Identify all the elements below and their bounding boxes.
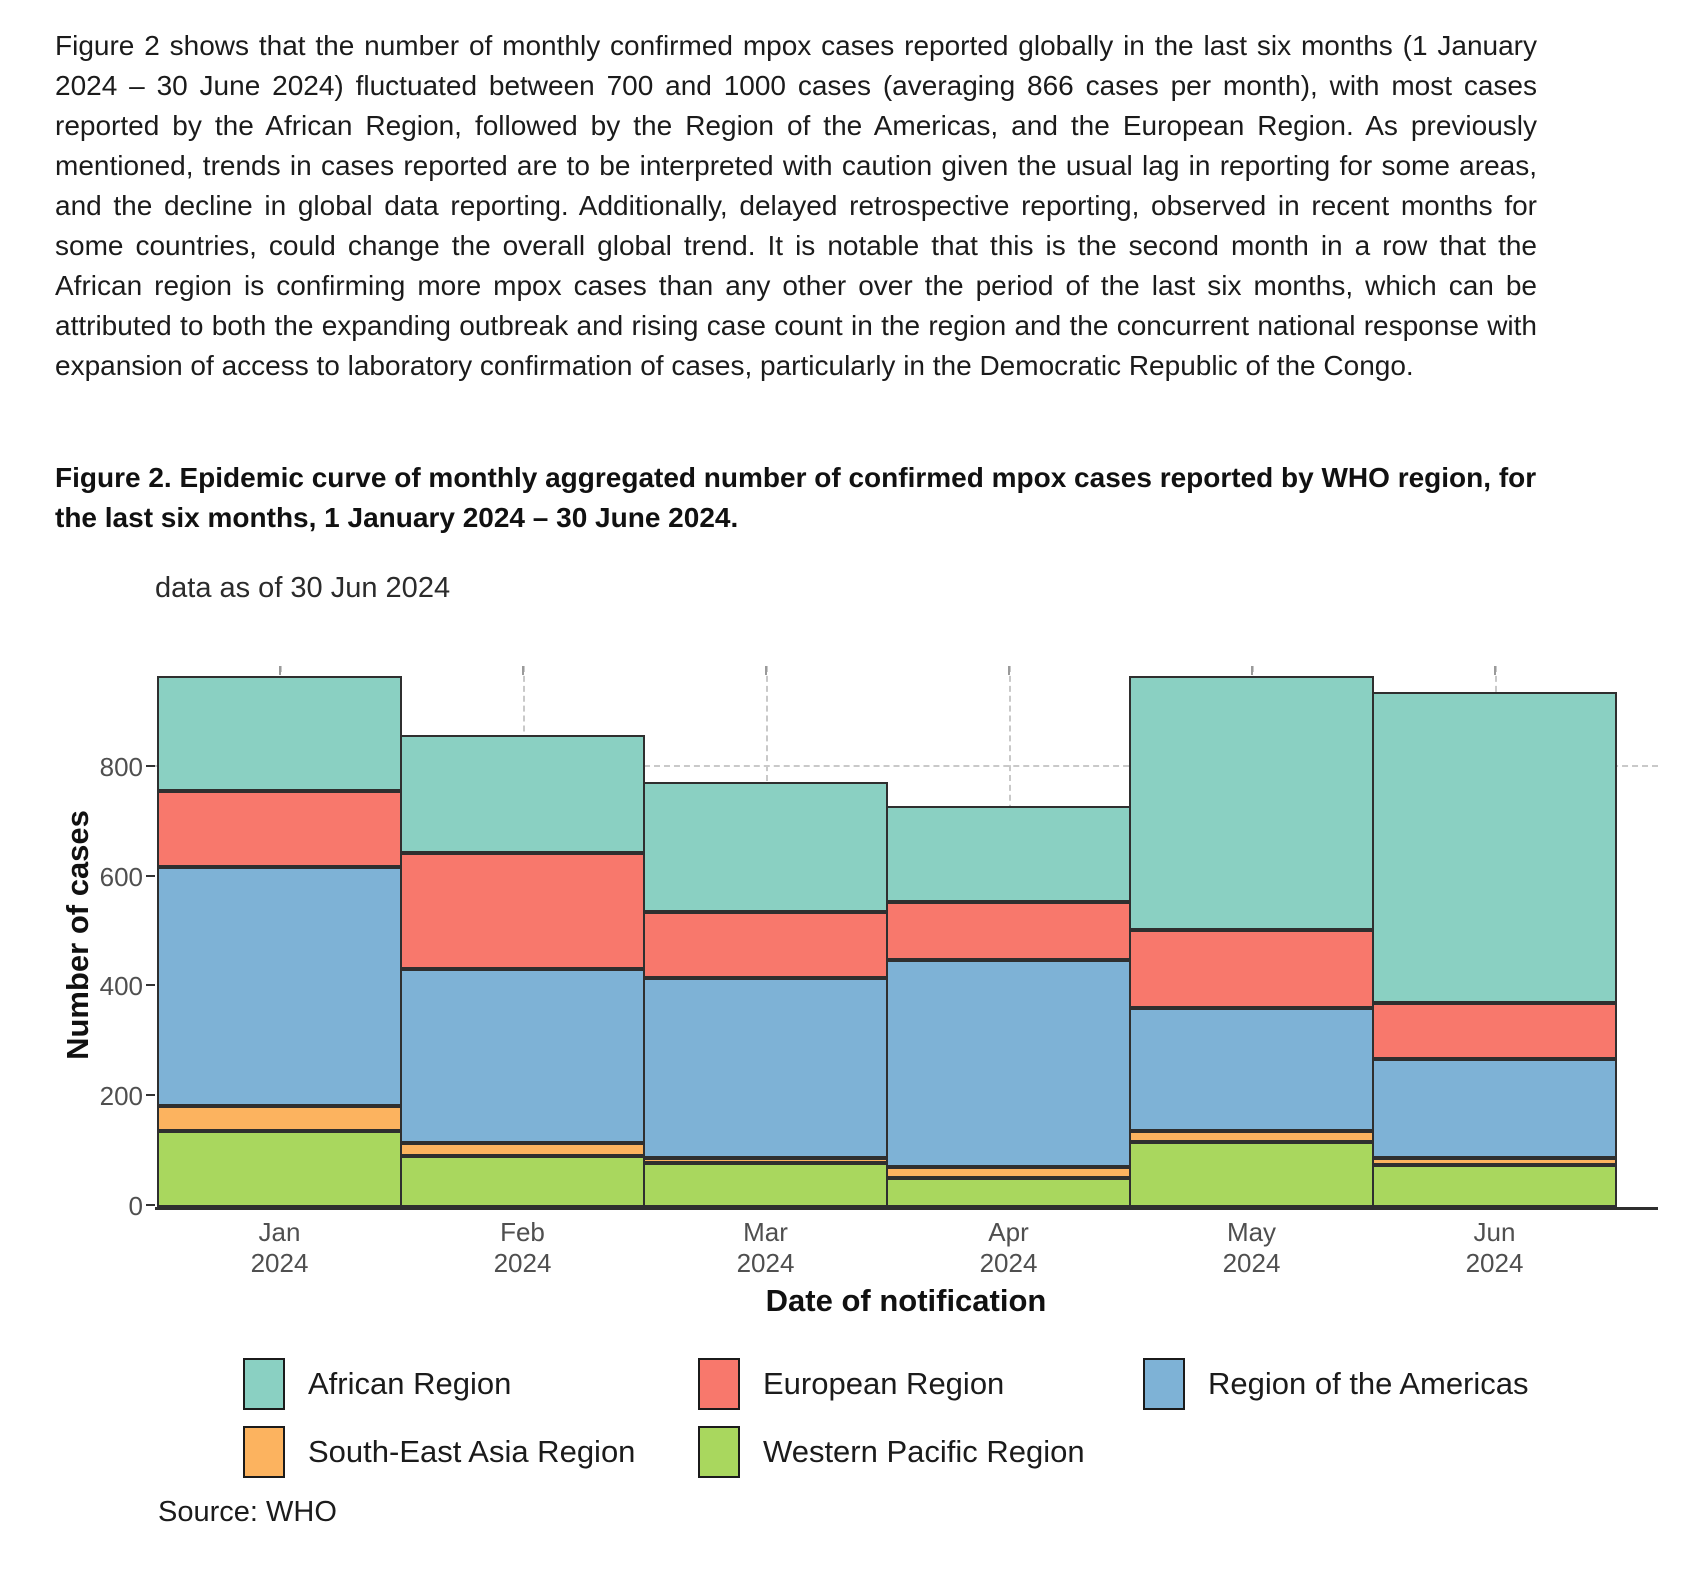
bar-segment-south-east-asia-region: [400, 1143, 645, 1156]
bar-segment-european-region: [400, 853, 645, 969]
legend-label: Region of the Americas: [1208, 1366, 1529, 1401]
bar-segment-western-pacific-region: [643, 1163, 888, 1207]
legend-label: European Region: [763, 1366, 1005, 1401]
y-tick-label: 400: [99, 971, 143, 1002]
top-axis-tick: [522, 666, 524, 675]
source-note: Source: WHO: [158, 1496, 337, 1528]
y-tick-mark: [146, 1204, 155, 1206]
top-axis-tick: [1251, 666, 1253, 675]
bar-segment-region-of-the-americas: [886, 960, 1131, 1168]
chart-annotation: data as of 30 Jun 2024: [155, 572, 451, 604]
bar-segment-african-region: [157, 676, 402, 791]
y-axis-title: Number of cases: [60, 810, 95, 1060]
bar-segment-african-region: [886, 806, 1131, 902]
legend-swatch: [698, 1426, 740, 1478]
y-tick-mark: [146, 875, 155, 877]
bar-segment-region-of-the-americas: [400, 969, 645, 1142]
legend-label: African Region: [308, 1366, 512, 1401]
legend-label: South-East Asia Region: [308, 1434, 636, 1469]
y-tick-label: 800: [99, 751, 143, 782]
top-axis-tick: [1008, 666, 1010, 675]
bar-segment-region-of-the-americas: [1129, 1008, 1374, 1132]
bar-segment-western-pacific-region: [400, 1156, 645, 1207]
bar-segment-african-region: [1372, 692, 1617, 1003]
intro-paragraph: Figure 2 shows that the number of monthly confirmed mpox cases reported globally in the last six months (1 January 2024 – 30 June 2024) fluctuated between 700 and 1000 cases (averaging 866 cases per month), with most cases reported by the African Region, followed by the Region of the Americas, and the European Region. As previously mentioned, trends in cases reported are to be interpreted with caution given the usual lag in reporting for some areas, and the decline in global data reporting. Additionally, delayed retrospective reporting, observed in recent months for some countries, could change the overall global trend. It is notable that this is the second month in a row that the African region is confirming more mpox cases than any other over the period of the last six months, which can be attributed to both the expanding outbreak and rising case count in the region and the concurrent national response with expansion of access to laboratory confirmation of cases, particularly in the Democratic Republic of the Congo.: [55, 30, 1537, 381]
bar-segment-european-region: [1372, 1003, 1617, 1059]
stacked-bar-feb: [400, 735, 645, 1207]
bar-segment-european-region: [1129, 930, 1374, 1008]
bar-segment-african-region: [400, 735, 645, 852]
stacked-bar-mar: [643, 782, 888, 1207]
stacked-bar-jun: [1372, 692, 1617, 1207]
bar-segment-african-region: [1129, 676, 1374, 930]
stacked-bar-apr: [886, 806, 1131, 1207]
y-tick-label: 600: [99, 861, 143, 892]
legend-swatch: [243, 1358, 285, 1410]
bar-segment-european-region: [886, 902, 1131, 960]
legend-swatch: [1143, 1358, 1185, 1410]
x-tick-label: May 2024: [1222, 1217, 1281, 1278]
y-tick-label: 200: [99, 1081, 143, 1112]
bar-segment-western-pacific-region: [157, 1131, 402, 1207]
bar-segment-african-region: [643, 782, 888, 912]
x-tick-label: Feb 2024: [493, 1217, 552, 1278]
stacked-bar-may: [1129, 676, 1374, 1207]
y-tick-mark: [146, 984, 155, 986]
bar-segment-region-of-the-americas: [643, 978, 888, 1158]
x-tick-label: Apr 2024: [979, 1217, 1038, 1278]
top-axis-tick: [1494, 666, 1496, 675]
x-tick-label: Mar 2024: [736, 1217, 795, 1278]
legend-swatch: [243, 1426, 285, 1478]
bar-segment-western-pacific-region: [1129, 1142, 1374, 1207]
legend-label: Western Pacific Region: [763, 1434, 1085, 1469]
chart-panel: [155, 666, 1658, 1210]
top-axis-tick: [279, 666, 281, 675]
x-axis-title: Date of notification: [765, 1283, 1047, 1318]
bar-segment-western-pacific-region: [886, 1178, 1131, 1207]
x-tick-label: Jun 2024: [1465, 1217, 1524, 1278]
bar-segment-south-east-asia-region: [1129, 1131, 1374, 1142]
bar-segment-region-of-the-americas: [157, 867, 402, 1106]
bar-segment-western-pacific-region: [1372, 1165, 1617, 1207]
bar-segment-european-region: [157, 791, 402, 867]
y-tick-mark: [146, 1094, 155, 1096]
stacked-bar-jan: [157, 676, 402, 1207]
y-tick-label: 0: [128, 1191, 143, 1221]
y-tick-mark: [146, 765, 155, 767]
bar-segment-european-region: [643, 912, 888, 978]
top-axis-tick: [765, 666, 767, 675]
x-tick-label: Jan 2024: [250, 1217, 309, 1278]
bar-segment-south-east-asia-region: [1372, 1158, 1617, 1165]
bar-segment-south-east-asia-region: [157, 1106, 402, 1131]
bar-segment-south-east-asia-region: [886, 1167, 1131, 1178]
figure-caption: Figure 2. Epidemic curve of monthly aggregated number of confirmed mpox cases reported by WHO region, for the last six months, 1 January 2024 – 30 June 2024.: [55, 462, 1537, 533]
legend-swatch: [698, 1358, 740, 1410]
bar-segment-region-of-the-americas: [1372, 1059, 1617, 1158]
